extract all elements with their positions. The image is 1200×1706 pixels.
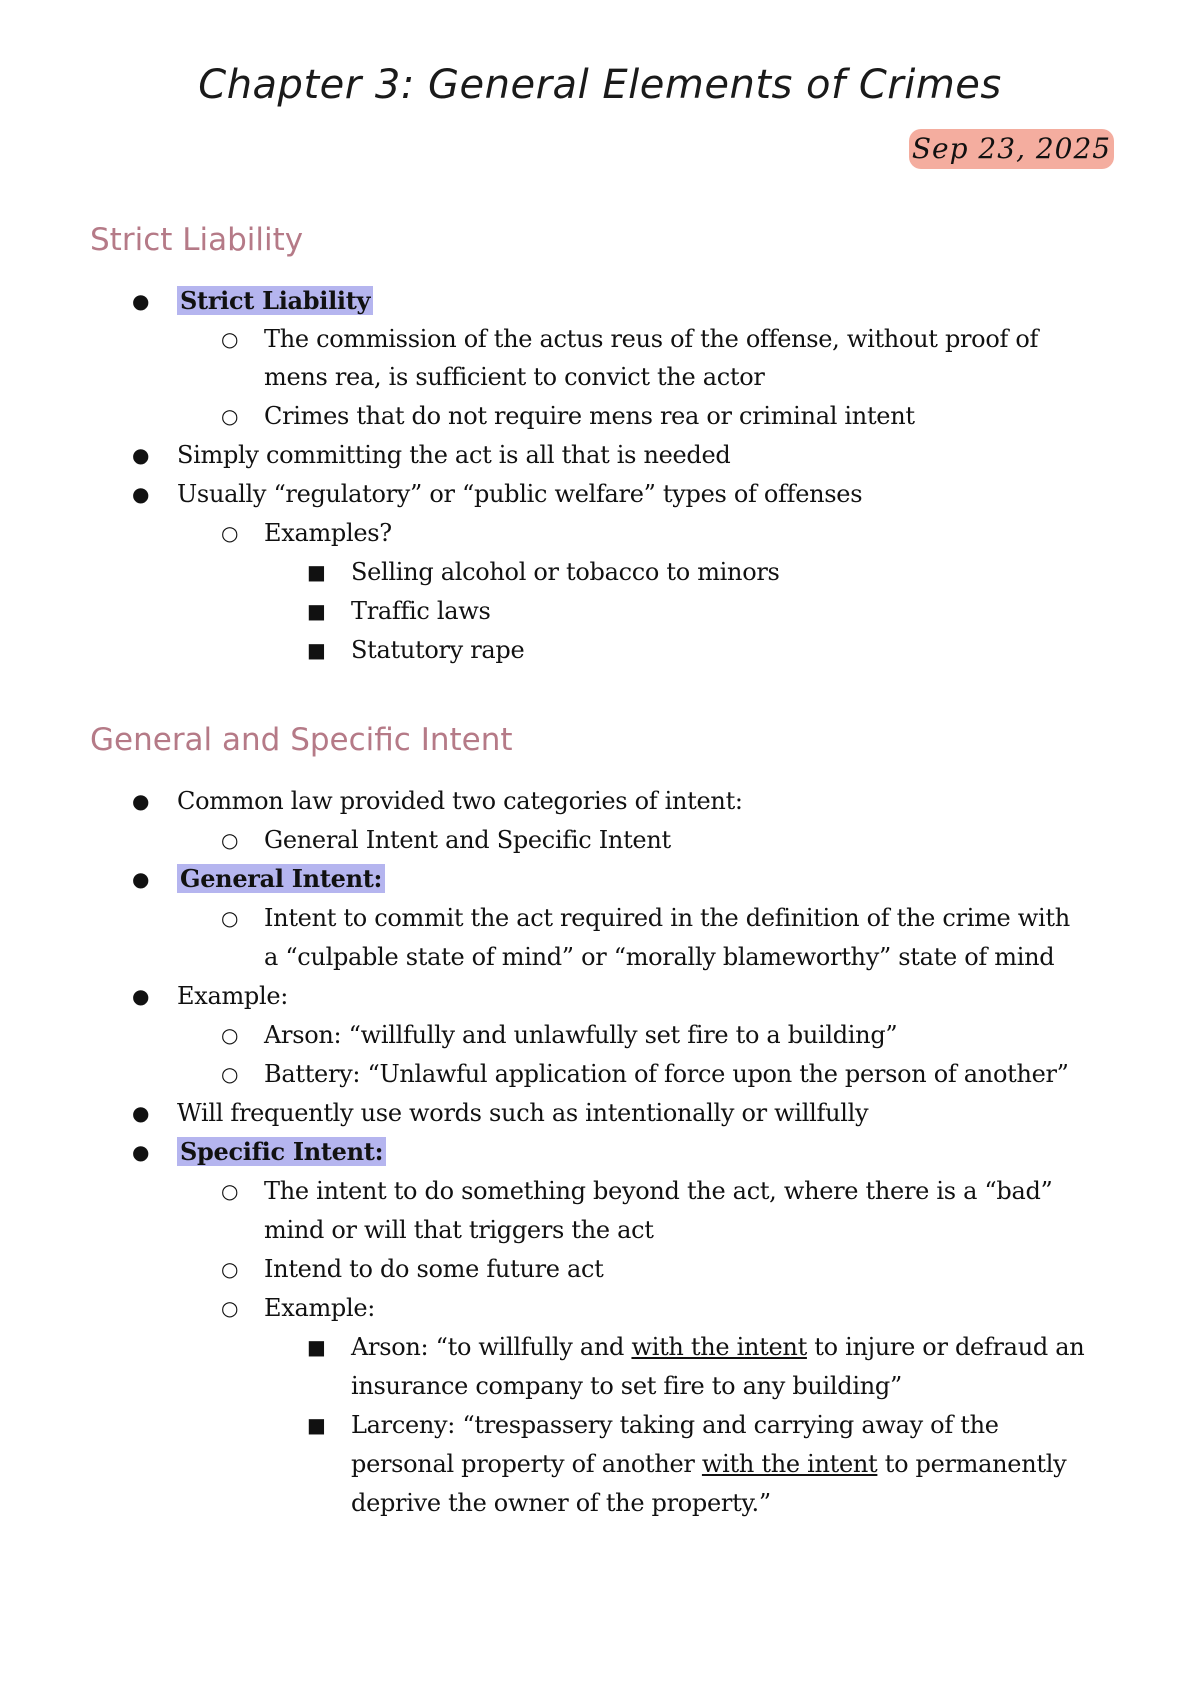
- list-item: [177, 1136, 386, 1168]
- list-item: [351, 1331, 1084, 1363]
- section-heading-strict-liability: Strict Liability: [90, 222, 304, 258]
- list-item: The intent to do something beyond the act, where there is a “bad”: [264, 1177, 1053, 1205]
- text-span: Arson: “to willfully and: [351, 1333, 632, 1361]
- bullet-icon: ●: [132, 289, 150, 313]
- circle-bullet-icon: ○: [221, 1257, 239, 1281]
- list-item: [177, 285, 373, 317]
- list-item: Larceny: “trespassery taking and carrying away of the: [351, 1411, 999, 1439]
- underlined-phrase: with the intent: [701, 1450, 878, 1478]
- highlighted-term: General Intent:: [177, 864, 385, 893]
- underlined-phrase: with the intent: [631, 1333, 807, 1361]
- list-item-continuation: mind or will that triggers the act: [264, 1216, 654, 1244]
- list-item: Selling alcohol or tobacco to minors: [351, 558, 780, 586]
- square-bullet-icon: ■: [307, 1413, 326, 1437]
- list-item: Example:: [264, 1294, 376, 1322]
- bullet-icon: ●: [132, 789, 150, 813]
- bullet-icon: ●: [132, 1101, 150, 1125]
- circle-bullet-icon: ○: [221, 404, 239, 428]
- text-span: personal property of another: [351, 1450, 702, 1478]
- highlighted-term: Strict Liability: [177, 286, 373, 315]
- list-item: Crimes that do not require mens rea or criminal intent: [264, 402, 915, 430]
- list-item-continuation: [351, 1448, 1066, 1480]
- bullet-icon: ●: [132, 867, 150, 891]
- circle-bullet-icon: ○: [221, 1179, 239, 1203]
- highlighted-term: Specific Intent:: [177, 1137, 386, 1166]
- list-item: The commission of the actus reus of the offense, without proof of: [264, 325, 1039, 353]
- list-item-continuation: deprive the owner of the property.”: [351, 1489, 771, 1517]
- list-item: Usually “regulatory” or “public welfare” types of offenses: [177, 480, 863, 508]
- square-bullet-icon: ■: [307, 638, 326, 662]
- list-item: Traffic laws: [351, 597, 491, 625]
- list-item: Arson: “willfully and unlawfully set fire to a building”: [264, 1021, 898, 1049]
- circle-bullet-icon: ○: [221, 327, 239, 351]
- list-item-continuation: insurance company to set fire to any building”: [351, 1372, 902, 1400]
- circle-bullet-icon: ○: [221, 1062, 239, 1086]
- list-item: Battery: “Unlawful application of force upon the person of another”: [264, 1060, 1069, 1088]
- bullet-icon: ●: [132, 443, 150, 467]
- square-bullet-icon: ■: [307, 560, 326, 584]
- date-badge: Sep 23, 2025: [909, 129, 1114, 169]
- circle-bullet-icon: ○: [221, 521, 239, 545]
- list-item: General Intent and Specific Intent: [264, 826, 671, 854]
- circle-bullet-icon: ○: [221, 828, 239, 852]
- bullet-icon: ●: [132, 984, 150, 1008]
- list-item: Simply committing the act is all that is needed: [177, 441, 731, 469]
- list-item-continuation: a “culpable state of mind” or “morally blameworthy” state of mind: [264, 943, 1055, 971]
- list-item: Example:: [177, 982, 289, 1010]
- bullet-icon: ●: [132, 482, 150, 506]
- list-item: Examples?: [264, 519, 392, 547]
- list-item: Will frequently use words such as intentionally or willfully: [177, 1099, 869, 1127]
- page-title: Chapter 3: General Elements of Crimes: [198, 62, 1002, 108]
- square-bullet-icon: ■: [307, 599, 326, 623]
- text-span: to permanently: [877, 1450, 1067, 1478]
- circle-bullet-icon: ○: [221, 1296, 239, 1320]
- circle-bullet-icon: ○: [221, 1023, 239, 1047]
- list-item: Intent to commit the act required in the definition of the crime with: [264, 904, 1070, 932]
- list-item: [177, 863, 385, 895]
- circle-bullet-icon: ○: [221, 906, 239, 930]
- list-item: Common law provided two categories of intent:: [177, 787, 743, 815]
- bullet-icon: ●: [132, 1140, 150, 1164]
- text-span: to injure or defraud an: [806, 1333, 1085, 1361]
- section-heading-general-specific-intent: General and Specific Intent: [90, 722, 513, 758]
- list-item: Intend to do some future act: [264, 1255, 604, 1283]
- square-bullet-icon: ■: [307, 1335, 326, 1359]
- list-item: Statutory rape: [351, 636, 525, 664]
- list-item-continuation: mens rea, is sufficient to convict the actor: [264, 363, 765, 391]
